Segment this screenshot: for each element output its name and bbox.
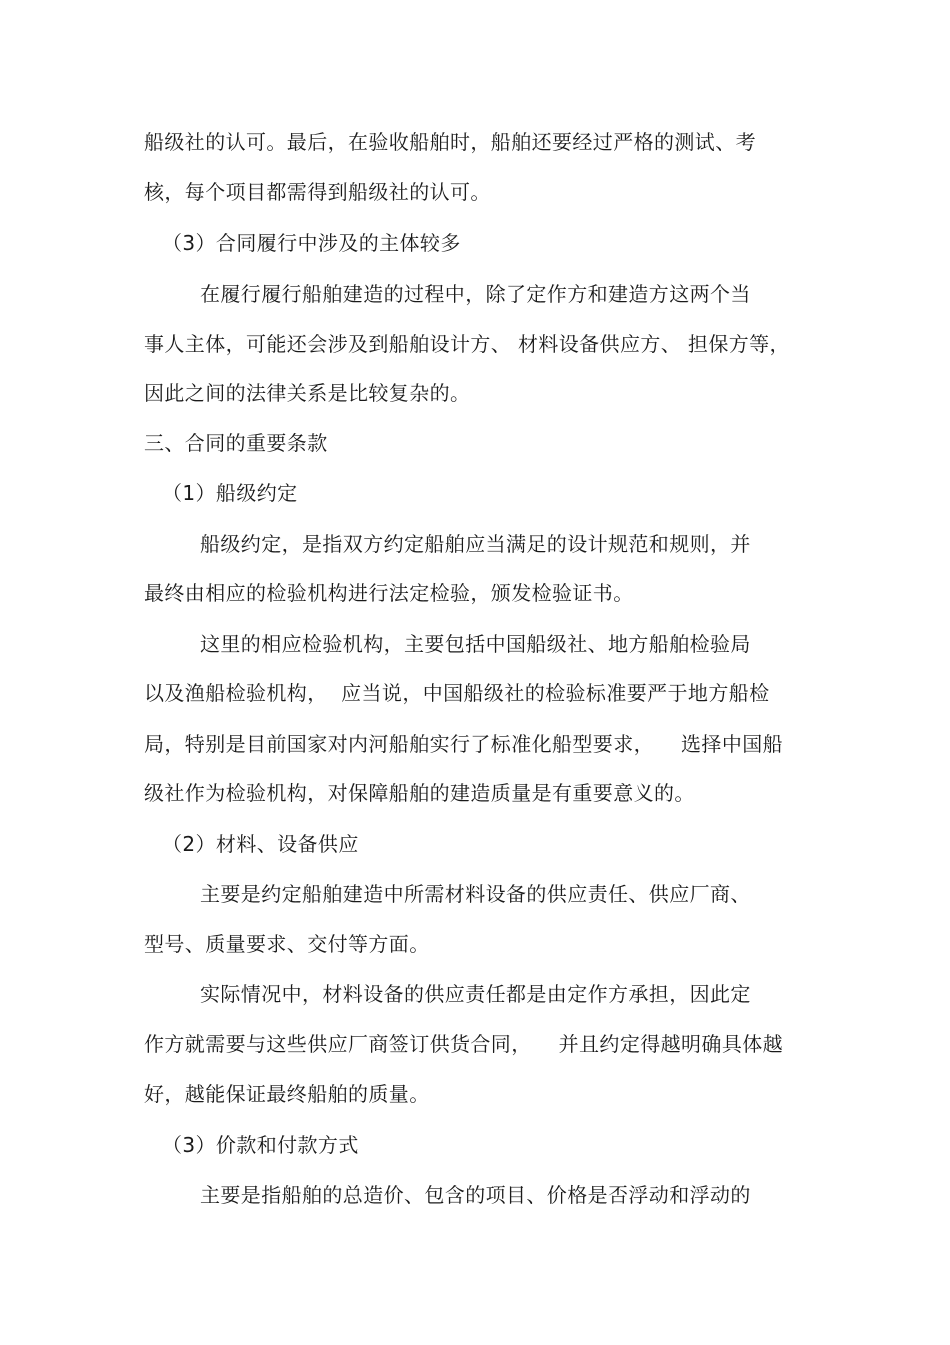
paragraph-first-line: 主要是指船舶的总造价、包含的项目、价格是否浮动和浮动的: [200, 1183, 751, 1207]
body-text-line: 事人主体，可能还会涉及到船舶设计方、 材料设备供应方、 担保方等，: [144, 332, 790, 356]
paragraph-first-line: 主要是约定船舶建造中所需材料设备的供应责任、供应厂商、: [200, 882, 751, 906]
paragraph-first-line: 实际情况中，材料设备的供应责任都是由定作方承担，因此定: [200, 982, 751, 1006]
body-text-line: 最终由相应的检验机构进行法定检验，颁发检验证书。: [144, 581, 634, 605]
subsection-heading: （3）价款和付款方式: [162, 1133, 359, 1157]
paragraph-first-line: 在履行履行船舶建造的过程中，除了定作方和建造方这两个当: [200, 282, 751, 306]
paragraph-first-line: 这里的相应检验机构，主要包括中国船级社、地方船舶检验局: [200, 632, 751, 656]
body-text-line: 核，每个项目都需得到船级社的认可。: [144, 180, 491, 204]
paragraph-first-line: 船级约定，是指双方约定船舶应当满足的设计规范和规则，并: [200, 532, 751, 556]
section-heading: 三、合同的重要条款: [144, 431, 328, 455]
body-text-line: 局，特别是目前国家对内河船舶实行了标准化船型要求， 选择中国船: [144, 732, 784, 756]
body-text-line: 作方就需要与这些供应厂商签订供货合同， 并且约定得越明确具体越: [144, 1032, 784, 1056]
body-text-line: 型号、质量要求、交付等方面。: [144, 932, 430, 956]
body-text-line: 船级社的认可。最后，在验收船舶时，船舶还要经过严格的测试、考: [144, 130, 756, 154]
subsection-heading: （2）材料、设备供应: [162, 832, 359, 856]
body-text-line: 以及渔船检验机构， 应当说，中国船级社的检验标准要严于地方船检: [144, 681, 770, 705]
body-text-line: 级社作为检验机构，对保障船舶的建造质量是有重要意义的。: [144, 781, 695, 805]
body-text-line: 好，越能保证最终船舶的质量。: [144, 1082, 430, 1106]
subsection-heading: （3）合同履行中涉及的主体较多: [162, 231, 461, 255]
subsection-heading: （1）船级约定: [162, 481, 298, 505]
body-text-line: 因此之间的法律关系是比较复杂的。: [144, 381, 471, 405]
